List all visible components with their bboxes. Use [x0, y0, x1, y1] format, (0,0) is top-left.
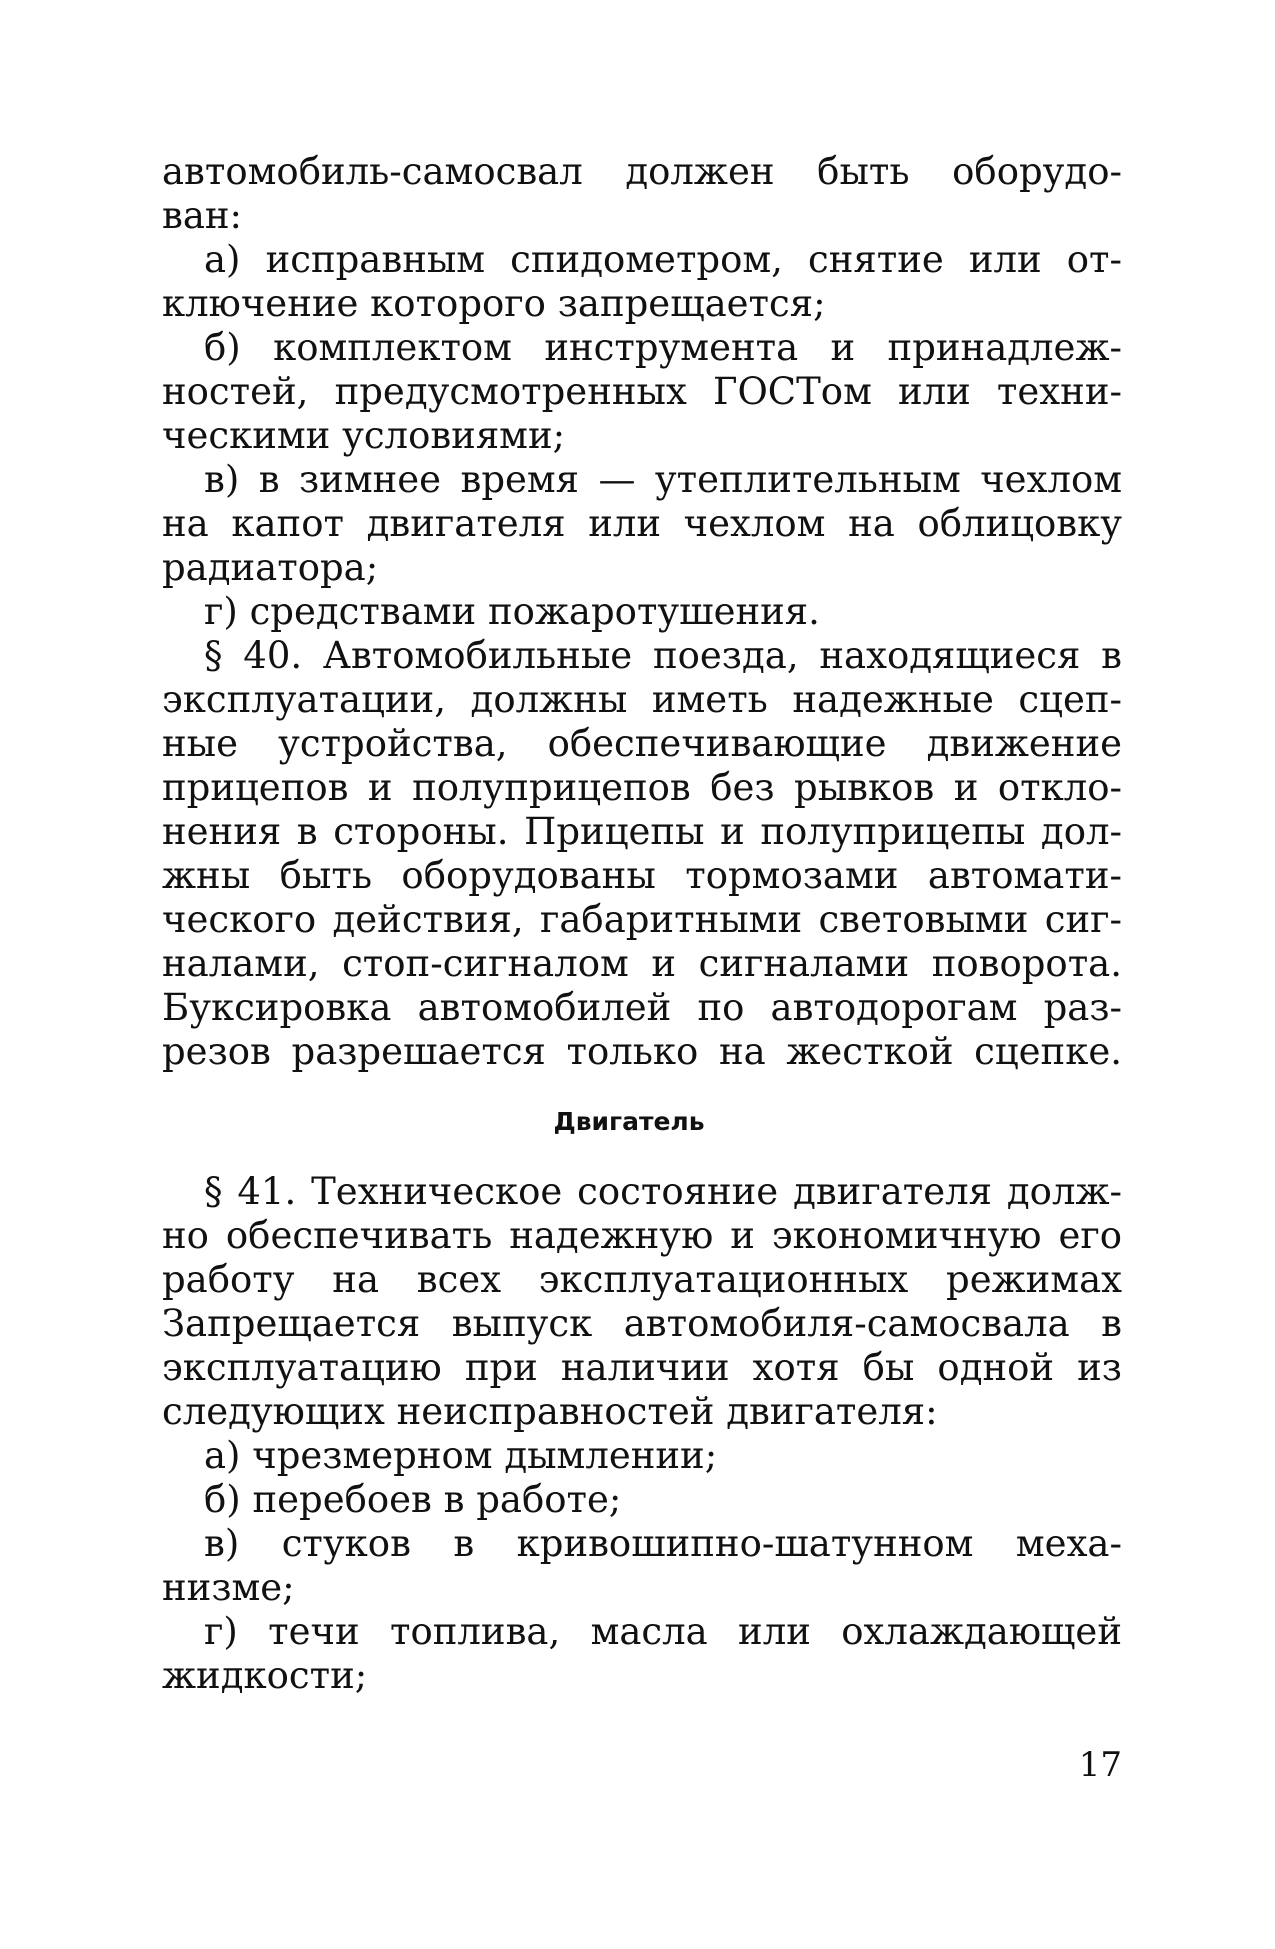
text-line: а) исправным спидометром, снятие или от-: [204, 238, 1122, 281]
text-line: налами, стоп-сигналом и сигналами поворота.: [162, 942, 1122, 985]
text-line: эксплуатации, должны иметь надежные сцеп-: [162, 678, 1122, 721]
text-line: ключение которого запрещается;: [162, 282, 826, 325]
text-line: жны быть оборудованы тормозами автомати-: [162, 854, 1122, 897]
text-line: на капот двигателя или чехлом на облицовку: [162, 502, 1122, 545]
section-41: [162, 1170, 1122, 1434]
text-line: низме;: [162, 1566, 295, 1609]
text-line: § 41. Техническое состояние двигателя долж-: [204, 1170, 1122, 1213]
text-line: Буксировка автомобилей по автодорогам раз-: [162, 986, 1122, 1029]
paragraph-intro: [162, 150, 1122, 238]
list-item-g-fire-extinguishing: [162, 590, 1122, 634]
text-line: но обеспечивать надежную и экономичную его: [162, 1214, 1122, 1257]
text-line: автомобиль-самосвал должен быть оборудо-: [162, 150, 1122, 193]
text-line: Запрещается выпуск автомобиля-самосвала в: [162, 1302, 1122, 1345]
text-line: нения в стороны. Прицепы и полуприцепы дол-: [162, 810, 1122, 853]
text-line: в) в зимнее время — утеплительным чехлом: [204, 458, 1122, 501]
text-line: в) стуков в кривошипно-шатунном меха-: [204, 1522, 1122, 1565]
list-item-a-speedometer: [162, 238, 1122, 326]
page-body: [162, 150, 1122, 1698]
text-line: работу на всех эксплуатационных режимах: [162, 1258, 1122, 1301]
text-line: б) перебоев в работе;: [204, 1478, 622, 1521]
list-item-v-winter-cover: [162, 458, 1122, 590]
text-line: § 40. Автомобильные поезда, находящиеся в: [204, 634, 1122, 677]
text-line: ностей, предусмотренных ГОСТом или техни-: [162, 370, 1122, 413]
list-item-g-leaks: [162, 1610, 1122, 1698]
text-line: радиатора;: [162, 546, 379, 589]
text-line: б) комплектом инструмента и принадлеж-: [204, 326, 1122, 369]
text-line: а) чрезмерном дымлении;: [204, 1434, 718, 1477]
section-heading: Двигатель: [553, 1107, 705, 1136]
list-item-a-smoke: [162, 1434, 1122, 1478]
text-line: ческими условиями;: [162, 414, 566, 457]
text-line: г) течи топлива, масла или охлаждающей: [204, 1610, 1122, 1653]
text-line: ван:: [162, 194, 243, 237]
text-line: г) средствами пожаротушения.: [204, 590, 820, 633]
page-number: 17: [1078, 1745, 1122, 1785]
text-line: ные устройства, обеспечивающие движение: [162, 722, 1122, 765]
list-item-b-misfire: [162, 1478, 1122, 1522]
text-line: резов разрешается только на жесткой сцепке.: [162, 1030, 1122, 1073]
text-line: прицепов и полуприцепов без рывков и откло-: [162, 766, 1122, 809]
list-item-b-tools: [162, 326, 1122, 458]
text-line: ческого действия, габаритными световыми сиг-: [162, 898, 1122, 941]
list-item-v-knocking: [162, 1522, 1122, 1610]
section-40: [162, 634, 1122, 1074]
text-line: жидкости;: [162, 1654, 368, 1697]
text-line: эксплуатацию при наличии хотя бы одной из: [162, 1346, 1122, 1389]
text-line: следующих неисправностей двигателя:: [162, 1390, 938, 1433]
